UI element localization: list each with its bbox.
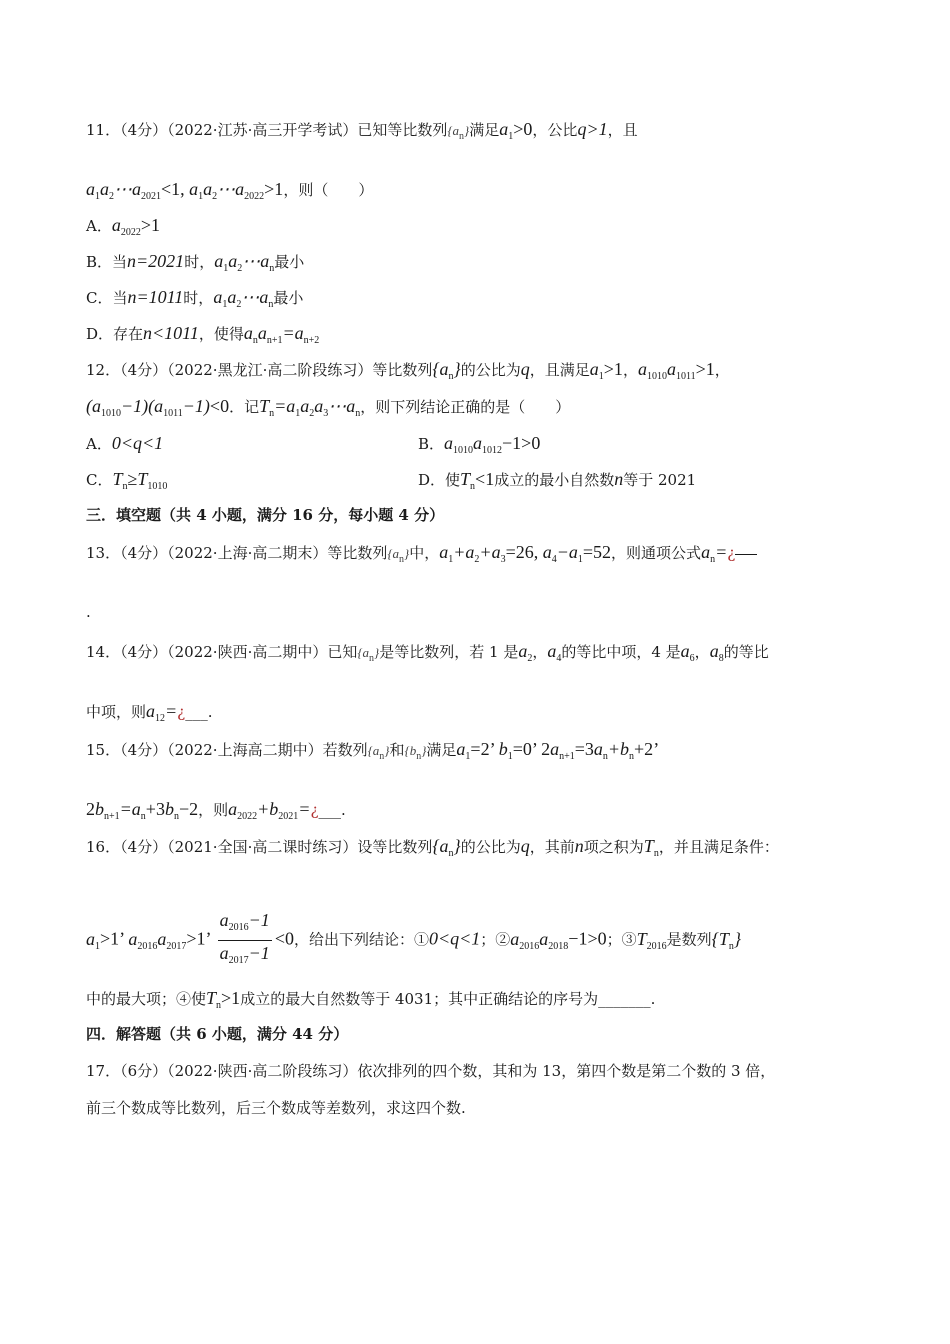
q16-header: 16．（4分）（2021·全国·高二课时练习）设等比数列 (86, 838, 433, 856)
math-expr: +2 (634, 739, 654, 759)
q13-dot: . (86, 603, 91, 621)
option-label: C．当 (86, 289, 128, 307)
math-expr: −1>0 (568, 928, 607, 949)
math-expr: >1 (264, 179, 284, 199)
q14-text: 是等比数列，若 1 是 (379, 643, 519, 661)
q11-option-d[interactable]: D．存在n<1011，使得$a_na_{n+1}=a_{n+2}$ (86, 323, 320, 346)
q12-text: 的公比为 (460, 361, 521, 379)
section-4-title: 四．解答题（共 6 小题，满分 44 分） (86, 1025, 349, 1043)
q11-text: ，公比 (532, 121, 578, 139)
math-expr: q>1 (577, 119, 608, 139)
math-expr: <1 (475, 469, 495, 489)
q13-text: 中， (409, 544, 440, 562)
q15-text: 满足 (426, 741, 457, 759)
math-expr: <1 (161, 179, 181, 199)
math-expr: <0 (209, 396, 230, 416)
math-expr: =26 (505, 542, 534, 562)
q14-text: 的等比 (723, 643, 769, 661)
q11-option-b[interactable]: B．当n=2021时，$a_1a_2\cdots a_n$最小 (86, 251, 305, 274)
q13-stem: 13．（4分）（2022·上海·高二期末）等比数列$\{a_n\}$中，$a_1+a_2+a_3=26$, $a_4-a_1=52$，则通项公式$a_n=¿$ (86, 541, 757, 571)
q15-header: 15．（4分）（2022·上海高二期中）若数列 (86, 741, 368, 759)
q14-stem-line1: 14．（4分）（2022·陕西·高二期中）已知$\{a_n\}$是等比数列，若 1 是$a_2$，$a_4$的等比中项，4 是$a_6$，$a_8$的等比 (86, 641, 769, 664)
q16-text: ，给出下列结论：① (293, 930, 429, 949)
placeholder-glyph: ¿ (727, 544, 736, 562)
fraction: $\frac{a_{2016}-1}{a_{2017}-1}$ (219, 910, 270, 966)
math-expr: >1 (140, 215, 160, 235)
option-label: D．存在 (86, 325, 144, 343)
q16-text: ，其前 (529, 838, 575, 856)
math-expr: >1 (100, 928, 120, 949)
placeholder-glyph: ¿ (177, 703, 186, 721)
q14-text: 中项，则 (86, 703, 147, 721)
option-text: 最小 (274, 253, 305, 271)
math-expr: +3 (145, 799, 165, 819)
q17-stem-line1: 17．（6分）（2022·陕西·高二阶段练习）依次排列的四个数，其和为 13，第四个数是第二个数的 3 倍， (86, 1062, 776, 1080)
q14-text: ， (694, 643, 710, 661)
option-text: 等于 2021 (623, 471, 697, 489)
math-expr: >1 (695, 359, 715, 379)
q12-text: ．记 (229, 398, 260, 416)
q12-option-d[interactable]: D．使$T_n<1$成立的最小自然数n等于 2021 (418, 469, 697, 492)
q12-option-a[interactable] (86, 432, 163, 455)
q12-text: ，且满足 (529, 361, 590, 379)
q16-text: 成立的最大自然数等于 4031；其中正确结论的序号为_______. (240, 990, 656, 1008)
q15-text: ，则 (198, 801, 229, 819)
math-expr: =52 (582, 542, 612, 562)
q12-stem-line2: $(a_{1010}-1)(a_{1011}-1)<0$．记$T_n=a_1a_2a_3\cdots a_n$，则下列结论正确的是（ ） (86, 396, 571, 419)
math-expr: n<1011 (143, 323, 199, 343)
q17-stem-line2: 前三个数成等比数列，后三个数成等差数列，求这四个数. (86, 1099, 466, 1117)
option-label: B．当 (86, 253, 128, 271)
q11-text: ，且 (607, 121, 638, 139)
q16-stem-line1: 16．（4分）（2021·全国·高二课时练习）设等比数列$\{a_n\}$的公比为q，其前n项之积为$T_n$，并且满足条件： (86, 836, 779, 859)
q11-option-a[interactable]: A．$a_{2022}>1$ (86, 215, 160, 238)
option-label: B． (418, 435, 445, 453)
q16-text: ；② (480, 930, 511, 949)
option-text: 时， (183, 289, 214, 307)
math-expr: 0<q<1 (111, 433, 164, 453)
q12-stem-line1: 12．（4分）（2022·黑龙江·高二阶段练习）等比数列$\{a_n\}$的公比为q，且满足$a_1>1$，$a_{1010}a_{1011}>1$， (86, 359, 730, 382)
q14-stem-line2: 中项，则$a_{12}=¿\_\_\_$. (86, 701, 213, 724)
q16-stem-line3: 中的最大项；④使$T_n>1$成立的最大自然数等于 4031；其中正确结论的序号为_______. (86, 988, 656, 1011)
q11-header: 11．（4分）（2022·江苏·高三开学考试）已知等比数列 (86, 121, 448, 139)
q15-stem-line1: 15．（4分）（2022·上海高二期中）若数列$\{a_n\}$和$\{b_n\}$满足$a_1=2$’ $b_1=0$’ $2a_{n+1}=3a_n+b_n+2$’ (86, 739, 660, 762)
math-expr: n=2021 (127, 251, 185, 271)
math-expr: =2 (470, 739, 490, 759)
q16-text: 是数列 (666, 930, 712, 949)
q14-header: 14．（4分）（2022·陕西·高二期中）已知 (86, 643, 358, 661)
option-text: 时， (184, 253, 215, 271)
math-expr: >1 (221, 988, 241, 1008)
math-expr: ≥ (127, 469, 138, 489)
q16-stem-line2: $a_1>1$’ $a_{2016}a_{2017}>1$’ $\frac{a_{2016}-1}{a_{2017}-1}$ <0，给出下列结论：①0<q<1；$②a_{2016}a_{2018}-1>0$；$③T_{2016}$是数列$\{T_n\}$ (86, 910, 741, 971)
math-expr: >1 (186, 928, 206, 949)
q13-text: ，则通项公式 (611, 544, 702, 562)
math-expr: =3 (574, 739, 594, 759)
placeholder-glyph: ¿ (310, 801, 319, 819)
q14-text: ， (532, 643, 548, 661)
q14-text: 的等比中项，4 是 (561, 643, 681, 661)
option-label: A． (86, 217, 112, 235)
answer-blank[interactable]: ___. (318, 801, 346, 819)
math-expr: −1>0 (502, 433, 541, 453)
math-expr: n=1011 (127, 287, 184, 307)
q11-stem-line1: 11．（4分）（2022·江苏·高三开学考试）已知等比数列$\{a_n\}$满足$a_1>0$，公比q>1，且 (86, 119, 638, 142)
option-label: D．使 (418, 471, 461, 489)
q16-text: 项之积为 (583, 838, 644, 856)
q16-text: 的公比为 (460, 838, 521, 856)
q16-text: ；③ (606, 930, 637, 949)
q12-option-c[interactable]: C．$T_n\ge T_{1010}$ (86, 469, 168, 492)
q12-header: 12．（4分）（2022·黑龙江·高二阶段练习）等比数列 (86, 361, 433, 379)
answer-blank[interactable]: ___. (185, 703, 213, 721)
option-text: ，使得 (198, 325, 244, 343)
math-expr: =0 (512, 739, 532, 759)
math-expr: 0<q<1 (428, 928, 481, 949)
q15-stem-line2: $2b_{n+1}=a_n+3b_n-2$，则$a_{2022}+b_{2021}=¿\_\_\_$. (86, 799, 346, 822)
math-expr: >0 (513, 119, 533, 139)
q15-text: 和 (389, 741, 405, 759)
q13-header: 13．（4分）（2022·上海·高二期末）等比数列 (86, 544, 388, 562)
math-expr: −2 (178, 799, 199, 819)
q11-text: ，则（ ） (283, 181, 374, 199)
q11-option-c[interactable]: C．当n=1011时，$a_1a_2\cdots a_n$最小 (86, 287, 304, 310)
math-expr: >1 (603, 359, 623, 379)
answer-blank[interactable] (735, 554, 757, 555)
q11-text: 满足 (469, 121, 500, 139)
q12-text: ，则下列结论正确的是（ ） (360, 398, 571, 416)
q16-text: 中的最大项；④使 (86, 990, 207, 1008)
q12-option-b[interactable]: B．$a_{1010}a_{1012}-1>0$ (418, 433, 541, 456)
q12-text: ， (622, 361, 638, 379)
option-label: C． (86, 471, 113, 489)
section-3-title: 三．填空题（共 4 小题，满分 16 分，每小题 4 分） (86, 506, 445, 524)
q11-stem-line2: $a_1a_2\cdots a_{2021}<1$, $a_1a_2\cdots a_{2022}>1$，则（ ） (86, 179, 374, 202)
q16-text: ，并且满足条件： (658, 838, 779, 856)
option-text: 成立的最小自然数 (494, 471, 615, 489)
option-label: A． (86, 435, 112, 453)
option-text: 最小 (273, 289, 304, 307)
math-expr: <0 (274, 928, 294, 949)
